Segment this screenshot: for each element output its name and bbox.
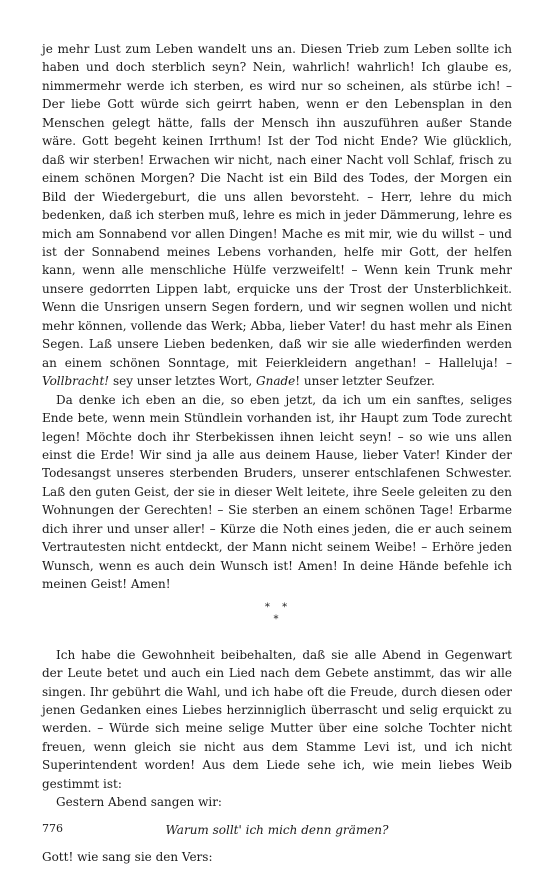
- paragraph-4: Gestern Abend sangen wir:: [56, 795, 222, 810]
- paragraph-1-emphasis-2: Gnade: [256, 374, 296, 389]
- page-number: 776: [42, 822, 63, 835]
- paragraph-1-emphasis-1: Vollbracht!: [42, 374, 110, 389]
- asterism-top: * *: [264, 601, 290, 613]
- paragraph-1-text-b: sey unser letztes Wort,: [109, 374, 256, 389]
- paragraph-5: Gott! wie sang sie den Vers:: [42, 850, 213, 865]
- song-title-line: Warum sollt' ich mich denn grämen?: [165, 822, 389, 837]
- paragraph-1-text-a: je mehr Lust zum Leben wandelt uns an. Diesen Trieb zum Leben sollte ich haben und doch sterblich seyn? Nein, wahrlich! wahrlich! Ich glaube es, nimmermehr werde ich sterben, es wird nur so scheinen, als stürbe ich! – Der liebe Gott würde sich geirrt haben, wenn er den Lebensplan in den Menschen gelegt hätte, falls der Mensch ihn auszuführen außer Stande wäre. Gott begeht keinen Irrthum! Ist der Tod nicht Ende? Wie glücklich, daß wir sterben! Erwachen wir nicht, nach einer Nacht voll Schlaf, frisch zu einem schönen Morgen? Die Nacht ist ein Bild des Todes, der Morgen ein Bild der Wiedergeburt, die uns allen bevorsteht. – Herr, lehre du mich bedenken, daß ich sterben muß, lehre es mich in jeder Dämmerung, lehre es mich am Sonnabend vor allen Dingen! Mache es mit mir, wie du willst – und ist der Sonnabend meines Lebens vorhanden, helfe mir Gott, der helfen kann, wenn alle menschliche Hülfe verzweifelt! – Wenn kein Trunk mehr unsere gedorrten Lippen labt, erquicke uns der Trost der Unsterblichkeit. Wenn die Unsrigen unsern Segen fordern, und wir segnen wollen und nicht mehr können, vollende das Werk; Abba, lieber Vater! du hast mehr als Einen Segen. Laß unsere Lieben bedenken, daß wir sie alle wiederfinden werden an einem schönen Sonntage, mit Feierkleidern angethan! – Halleluja! –: [42, 42, 512, 370]
- asterism-bottom: *: [273, 613, 281, 625]
- paragraph-2: Da denke ich eben an die, so eben jetzt, da ich um ein sanftes, seliges Ende bete, wenn mein Stündlein vorhanden ist, ihr Haupt zum Tode zurecht legen! Möchte doch ihr Sterbekissen ihnen leicht seyn! – so wie uns allen einst die Erde! Wir sind ja alle aus deinem Hause, lieber Vater! Kinder der Todesangst unseres sterbenden Bruders, unserer entschlafenen Schwester. Laß den guten Geist, der sie in dieser Welt leitete, ihre Seele geleiten zu den Wohnungen der Gerechten! – Sie sterben an einem schönen Tage! Erbarme dich ihrer und unser aller! – Kürze die Noth eines jeden, die er auch seinem Vertrautesten nicht entdeckt, der Mann nicht seinem Weibe! – Erhöre jeden Wunsch, wenn es auch dein Wunsch ist! Amen! In deine Hände befehle ich meinen Geist! Amen!: [42, 392, 512, 592]
- paragraph-3: Ich habe die Gewohnheit beibehalten, daß sie alle Abend in Gegenwart der Leute betet und auch ein Lied nach dem Gebete anstimmt, das wir alle singen. Ihr gebührt die Wahl, und ich habe oft die Freude, durch diesen oder jenen Gedanken eines Liebes herzinniglich überrascht und selig erquickt zu werden. – Würde sich meine selige Mutter über eine solche Tochter nicht freuen, wenn gleich sie nicht aus dem Stamme Levi ist, und ich nicht Superintendent worden! Aus dem Liede sehe ich, wie mein liebes Weib gestimmt ist:: [42, 647, 512, 791]
- paragraph-1-text-c: ! unser letzter Seufzer.: [295, 374, 435, 389]
- page-body: [42, 40, 512, 867]
- paragraph-1: [42, 40, 512, 391]
- asterism-ornament: [42, 602, 512, 626]
